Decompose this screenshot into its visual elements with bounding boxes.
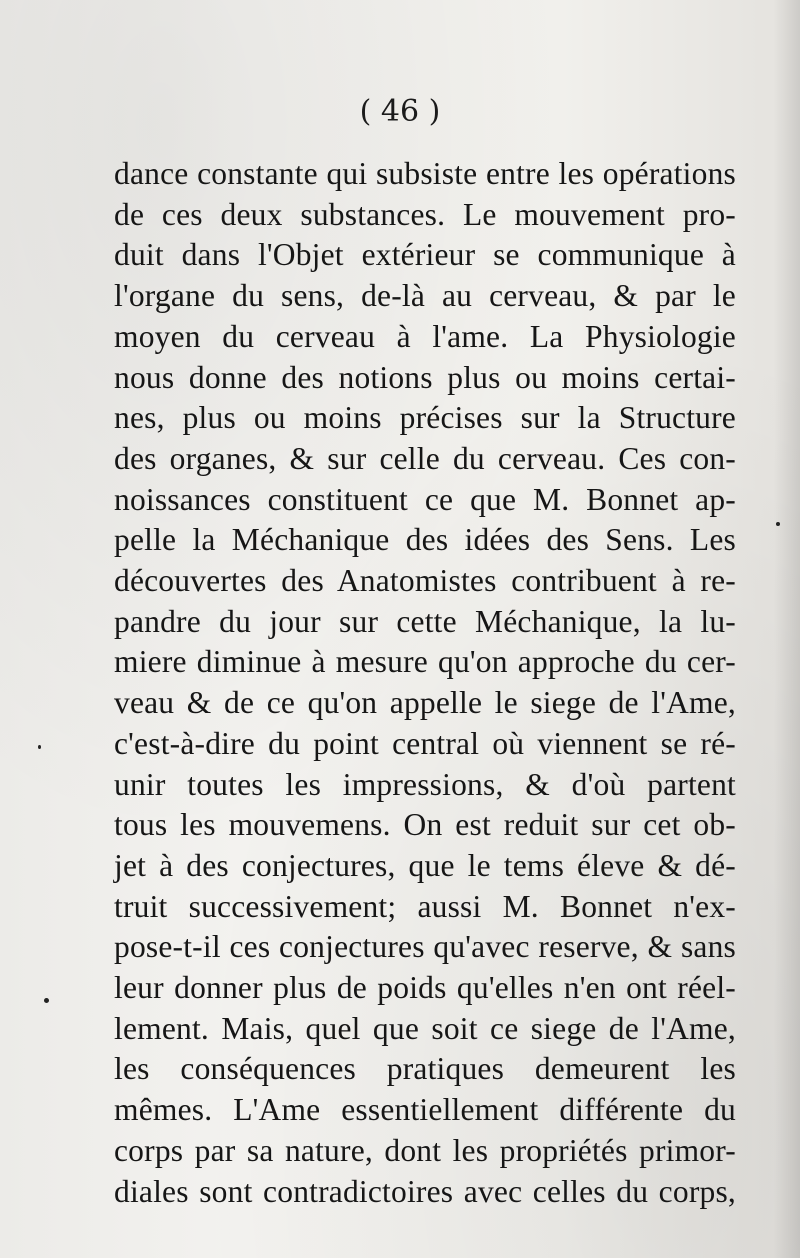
text-line: unir toutes les impressions, & d'où partent: [114, 766, 736, 802]
page-number: ( 46 ): [359, 94, 441, 129]
text-line: découvertes des Anatomistes contribuent à re-: [114, 563, 736, 599]
text-line: jet à des conjectures, que le tems éleve & dé-: [114, 847, 736, 883]
text-line: pose-t-il ces conjectures qu'avec reserve, & sans: [114, 929, 736, 965]
text-line: nes, plus ou moins précises sur la Structure: [114, 400, 736, 436]
text-line: veau & de ce qu'on appelle le siege de l'Ame,: [114, 685, 736, 721]
text-line: des organes, & sur celle du cerveau. Ces con-: [114, 440, 736, 476]
text-line: de ces deux substances. Le mouvement pro-: [114, 196, 736, 232]
body-text: [114, 154, 754, 1212]
text-line: dance constante qui subsiste entre les opérations: [114, 156, 736, 191]
ink-speck: [44, 998, 49, 1003]
text-line: mêmes. L'Ame essentiellement différente du: [114, 1092, 736, 1128]
text-line: tous les mouvemens. On est reduit sur cet ob-: [114, 807, 736, 843]
text-line: noissances constituent ce que M. Bonnet ap-: [114, 481, 736, 517]
text-line: moyen du cerveau à l'ame. La Physiologie: [114, 318, 736, 354]
text-line: pelle la Méchanique des idées des Sens. Les: [114, 522, 736, 558]
page-edge-shadow: [774, 0, 800, 1258]
text-line: c'est-à-dire du point central où viennent se ré-: [114, 725, 736, 761]
text-line: miere diminue à mesure qu'on approche du cer-: [114, 644, 736, 680]
ink-speck: [776, 522, 780, 526]
text-line: lement. Mais, quel que soit ce siege de l'Ame,: [114, 1010, 736, 1046]
text-line: l'organe du sens, de-là au cerveau, & par le: [114, 278, 736, 314]
ink-speck: [38, 745, 41, 749]
text-line: corps par sa nature, dont les propriétés primor-: [114, 1132, 736, 1168]
text-line: duit dans l'Objet extérieur se communique à: [114, 237, 736, 273]
text-line: nous donne des notions plus ou moins certai-: [114, 359, 736, 395]
text-line: diales sont contradictoires avec celles du corps,: [114, 1173, 736, 1209]
text-line: truit successivement; aussi M. Bonnet n'ex-: [114, 888, 736, 924]
text-line: leur donner plus de poids qu'elles n'en ont réel-: [114, 970, 736, 1006]
text-line: pandre du jour sur cette Méchanique, la lu-: [114, 603, 736, 639]
text-line: les conséquences pratiques demeurent les: [114, 1051, 736, 1087]
